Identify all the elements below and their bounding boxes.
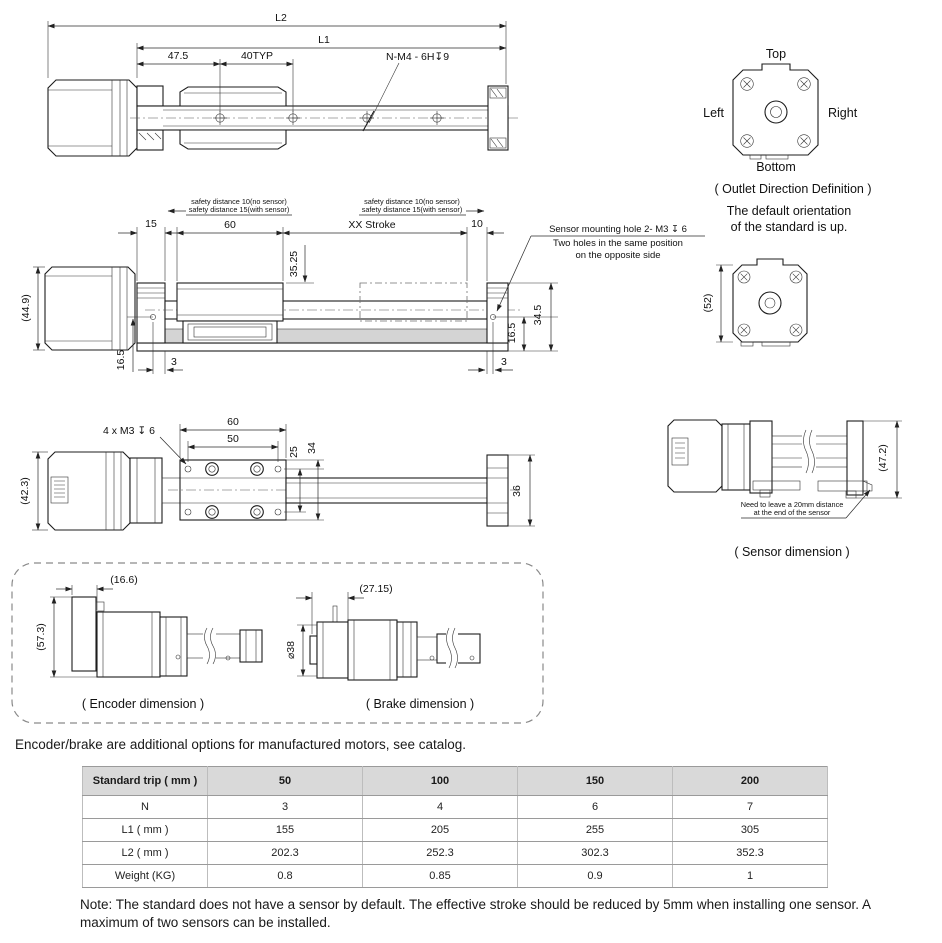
end-block bbox=[487, 283, 508, 343]
sensor-callout-line1: Sensor mounting hole 2- M3 ↧ 6 bbox=[549, 224, 687, 235]
outlet-left-label: Left bbox=[703, 106, 724, 120]
dim-50-label: 50 bbox=[227, 433, 239, 445]
table-row bbox=[83, 842, 828, 865]
encoder-cap bbox=[72, 597, 96, 671]
spec-table-cell: 4 bbox=[363, 796, 518, 819]
dim-60-label: 60 bbox=[224, 219, 236, 231]
encoder-caption: ( Encoder dimension ) bbox=[81, 697, 205, 711]
safety-note-left-line1: safety distance 10(no sensor) bbox=[191, 197, 287, 206]
spec-table-header-cell: 50 bbox=[208, 767, 363, 796]
spec-table-cell: 155 bbox=[208, 819, 363, 842]
dim-57-3-label: (57.3) bbox=[35, 623, 47, 651]
sensor-note-line2: at the end of the sensor bbox=[753, 508, 831, 517]
brake-caption: ( Brake dimension ) bbox=[365, 697, 475, 711]
table-row bbox=[83, 865, 828, 888]
outlet-note-line1: The default orientation bbox=[726, 204, 852, 218]
motor-body bbox=[348, 620, 397, 680]
mount-block bbox=[137, 283, 165, 343]
spec-table-cell: 7 bbox=[673, 796, 828, 819]
motor-body bbox=[48, 80, 137, 156]
spec-table-cell: 0.9 bbox=[518, 865, 673, 888]
rear-view-drawing bbox=[702, 259, 807, 346]
dim-40typ-label: 40TYP bbox=[240, 50, 274, 62]
table-row bbox=[83, 796, 828, 819]
table-row bbox=[83, 819, 828, 842]
dim-dia-38-label: ⌀38 bbox=[285, 640, 297, 660]
dim-3-left-label: 3 bbox=[171, 356, 177, 368]
coupling-block bbox=[137, 86, 163, 106]
dim-16-5-right-label: 16.5 bbox=[506, 322, 518, 344]
motor-body bbox=[48, 452, 130, 530]
spec-table-header-cell: 150 bbox=[518, 767, 673, 796]
sensor-callout-line3: on the opposite side bbox=[575, 250, 661, 261]
dim-10-label: 10 bbox=[471, 218, 483, 230]
row-label-cell: L1 ( mm ) bbox=[83, 819, 208, 842]
safety-note-left-line2: safety distance 15(with sensor) bbox=[188, 205, 290, 214]
outlet-right-label: Right bbox=[828, 106, 858, 120]
dim-52-label: (52) bbox=[702, 293, 714, 313]
motor-body bbox=[668, 420, 722, 492]
outlet-top-label: Top bbox=[765, 47, 787, 61]
spec-table-cell: 302.3 bbox=[518, 842, 673, 865]
hole-callout-label: N-M4 - 6H↧9 bbox=[386, 51, 450, 63]
spec-table-cell: 3 bbox=[208, 796, 363, 819]
end-block bbox=[487, 455, 508, 526]
outlet-caption: ( Outlet Direction Definition ) bbox=[714, 182, 872, 196]
dim-l1-label: L1 bbox=[318, 34, 330, 46]
dim-60-label: 60 bbox=[227, 416, 239, 428]
spec-table-header-row bbox=[83, 767, 828, 796]
outlet-direction-view bbox=[703, 47, 871, 234]
dim-34-label: 34 bbox=[306, 442, 318, 454]
end-bracket bbox=[847, 421, 863, 495]
options-box bbox=[12, 563, 543, 723]
spec-table-cell: 6 bbox=[518, 796, 673, 819]
safety-note-right-line1: safety distance 10(no sensor) bbox=[364, 197, 460, 206]
bottom-view-drawing bbox=[19, 416, 535, 530]
spec-table-cell: 202.3 bbox=[208, 842, 363, 865]
spec-table-cell: 0.8 bbox=[208, 865, 363, 888]
sensor-view-caption: ( Sensor dimension ) bbox=[734, 545, 850, 559]
spec-table-cell: 0.85 bbox=[363, 865, 518, 888]
carriage-top-slab bbox=[180, 87, 286, 106]
spec-table-header-cell: 100 bbox=[363, 767, 518, 796]
bottom-hole-callout-label: 4 x M3 ↧ 6 bbox=[103, 425, 155, 437]
motor-body bbox=[97, 612, 160, 677]
spec-table-cell: 1 bbox=[673, 865, 828, 888]
outlet-bottom-label: Bottom bbox=[756, 160, 796, 174]
spec-table-cell: 205 bbox=[363, 819, 518, 842]
dim-3-right-label: 3 bbox=[501, 356, 507, 368]
spec-table-cell: 252.3 bbox=[363, 842, 518, 865]
dim-25-label: 25 bbox=[288, 446, 300, 458]
dim-35-25-label: 35.25 bbox=[288, 250, 300, 278]
sensor-callout-line2: Two holes in the same position bbox=[553, 238, 683, 249]
brake-cap bbox=[310, 636, 317, 664]
dim-44-9-label: (44.9) bbox=[20, 294, 32, 322]
brake-cylinder bbox=[317, 622, 348, 678]
dim-stroke-label: XX Stroke bbox=[348, 219, 396, 231]
base-plate bbox=[137, 343, 508, 351]
safety-note-right-line2: safety distance 15(with sensor) bbox=[361, 205, 463, 214]
dim-27-15-label: (27.15) bbox=[359, 583, 393, 595]
spec-table-cell: 305 bbox=[673, 819, 828, 842]
spec-table bbox=[82, 766, 828, 888]
footer-note: Note: The standard does not have a sensor by default. The effective stroke should be reduced by 5mm when installing one sensor. A maximum of two sensors can be installed. bbox=[80, 897, 871, 930]
spec-table-header-cell: 200 bbox=[673, 767, 828, 796]
motor-body bbox=[45, 267, 135, 350]
sensor-dimension-view bbox=[668, 420, 902, 559]
spec-table-cell: 352.3 bbox=[673, 842, 828, 865]
dim-47-2-label: (47.2) bbox=[877, 444, 889, 472]
dim-36-label: 36 bbox=[511, 485, 523, 497]
dim-l2-label: L2 bbox=[275, 12, 287, 24]
row-label-cell: L2 ( mm ) bbox=[83, 842, 208, 865]
catalog-note: Encoder/brake are additional options for manufactured motors, see catalog. bbox=[15, 737, 467, 752]
spec-table-header-cell: Standard trip ( mm ) bbox=[83, 767, 208, 796]
row-label-cell: Weight (KG) bbox=[83, 865, 208, 888]
side-view-drawing bbox=[20, 197, 705, 374]
dim-16-6-label: (16.6) bbox=[110, 574, 138, 586]
sensor-note-line1: Need to leave a 20mm distance bbox=[740, 500, 844, 509]
row-label-cell: N bbox=[83, 796, 208, 819]
dim-47-5-label: 47.5 bbox=[167, 50, 189, 62]
dim-34-5-label: 34.5 bbox=[532, 304, 544, 326]
encoder-dimension-drawing bbox=[35, 574, 262, 711]
spec-table-cell: 255 bbox=[518, 819, 673, 842]
brake-dimension-drawing bbox=[285, 583, 480, 711]
outlet-note-line2: of the standard is up. bbox=[730, 220, 848, 234]
dim-42-3-label: (42.3) bbox=[19, 477, 31, 505]
dim-15-label: 15 bbox=[145, 218, 157, 230]
adapter-block bbox=[130, 458, 162, 523]
rail-body bbox=[286, 478, 487, 503]
top-view-drawing bbox=[48, 12, 520, 156]
dim-16-5-left-label: 16.5 bbox=[115, 349, 127, 371]
